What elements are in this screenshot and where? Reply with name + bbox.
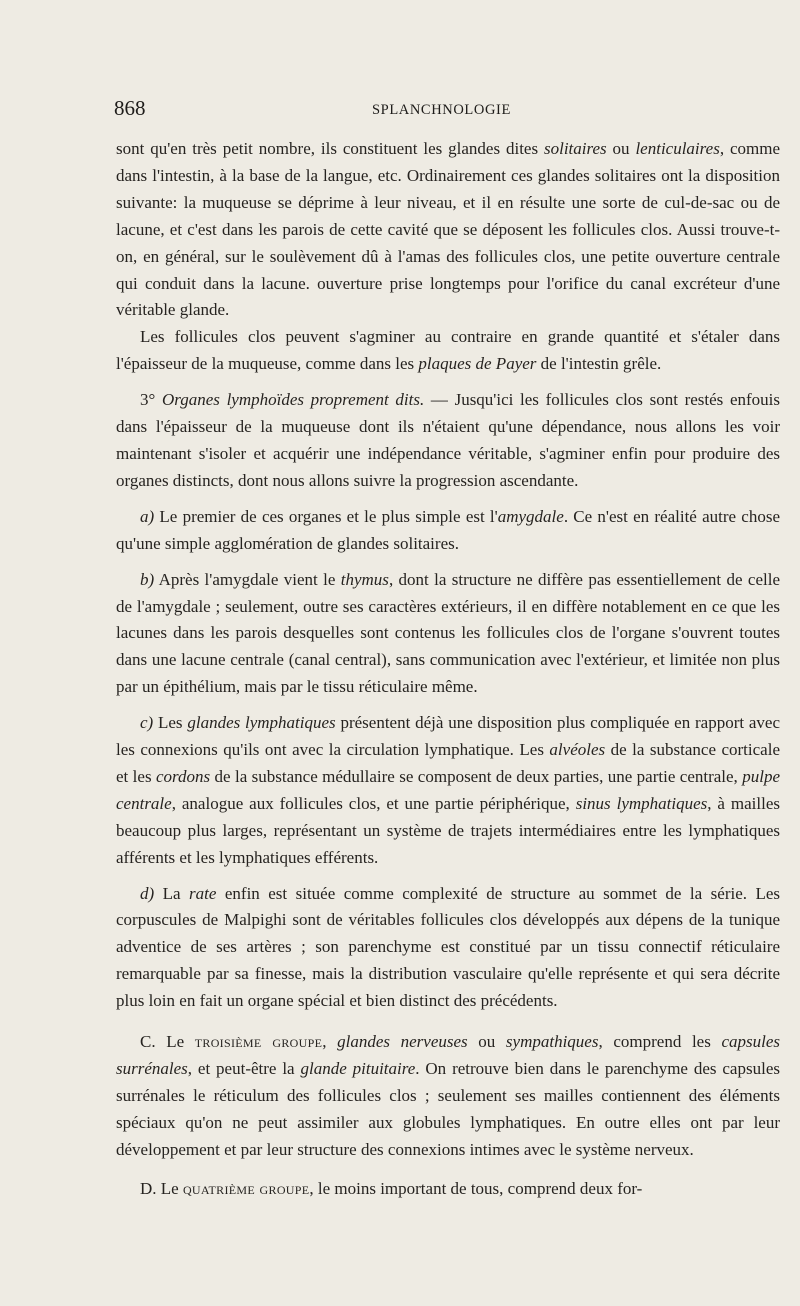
item-label-a: a) [140, 506, 155, 526]
paragraph-5: b) Après l'amygdale vient le thymus, dont la structure ne diffère pas essentiellement de celle de l'amygdale ; seulement, outre ses caractères extérieurs, il en diffère notablement en ce que les lacunes dans les parois desquelles sont contenus les follicules clos de l'organe s'ouvrent toutes dans une lacune centrale (canal central), sans communication avec l'extérieur, et limitée non plus par un épithélium, mais par le tissu réticulaire même. [116, 569, 781, 697]
paragraph-8: C. Le troisième groupe, glandes nerveuses ou sympathiques, comprend les capsules surrénales, et peut-être la glande pituitaire. On retrouve bien dans le parenchyme des capsules surrénales le réticulum des follicules clos ; seulement ses mailles contiennent des éléments spéciaux qu'on ne peut assimiler aux globules lymphatiques. En outre elles ont par leur développement et par leur structure des connexions intimes avec le système nerveux. [116, 1032, 781, 1159]
term-glandes-lymphatiques: glandes lymphatiques [187, 713, 336, 733]
item-label-b: b) [140, 569, 155, 589]
term-plaques-de-payer: plaques de Payer [418, 354, 537, 374]
paragraph-4: a) Le premier de ces organes et le plus simple est l'amygdale. Ce n'est en réalité autre chose qu'une simple agglomération de glandes solitaires. [116, 506, 780, 553]
term-solitaires: solitaires [543, 139, 607, 158]
group-label-quatrieme: quatrième groupe [182, 1178, 310, 1198]
running-title: SPLANCHNOLOGIE [372, 102, 511, 118]
section-heading-organes-lymphoides: Organes lymphoïdes proprement dits. [161, 390, 425, 410]
term-cordons: cordons [155, 766, 211, 786]
term-lenticulaires: lenticulaires [635, 139, 720, 158]
page-header [114, 96, 784, 124]
paragraph-6: c) Les glandes lymphatiques présentent déjà une disposition plus compliquée en rapport avec les connexions qu'ils ont avec la circulation lymphatique. Les alvéoles de la substance corticale et les cordons de la substance médullaire se composent de deux parties, une partie centrale, pulpe centrale, analogue aux follicules clos, et une partie périphérique, sinus lymphatiques, à mailles beaucoup plus larges, représentant un système de trajets intermédiaires entre les lymphatiques afférents et les lymphatiques efférents. [116, 713, 780, 867]
term-pulpe-centrale: pulpe centrale [116, 766, 780, 813]
item-label-c: c) [140, 713, 154, 733]
page-number: 868 [114, 96, 146, 120]
paragraph-9: D. Le quatrième groupe, le moins important de tous, comprend deux for- [140, 1178, 643, 1198]
term-thymus: thymus [340, 569, 389, 589]
body-text [116, 136, 780, 1203]
term-amygdale: amygdale [497, 506, 564, 526]
term-sinus-lymphatiques: sinus lymphatiques [575, 793, 708, 813]
paragraph-2: Les follicules clos peuvent s'agminer au contraire en grande quantité et s'étaler dans l'épaisseur de la muqueuse, comme dans les plaques de Payer de l'intestin grêle. [116, 327, 780, 374]
paragraph-3: 3° Organes lymphoïdes proprement dits. — Jusqu'ici les follicules clos sont restés enfouis dans l'épaisseur de la muqueuse dont ils n'étaient qu'une dépendance, nous allons les voir maintenant s'isoler et acquérir une indépendance véritable, s'agminer enfin pour produire des organes distincts, dont nous allons suivre la progression ascendante. [116, 390, 781, 490]
group-label-troisieme: troisième groupe [194, 1032, 323, 1052]
paragraph-1: sont qu'en très petit nombre, ils constituent les glandes dites solitaires ou lenticulaires, comme dans l'intestin, à la base de la langue, etc. Ordinairement ces glandes solitaires ont la disposition suivante: la muqueuse se déprime à leur niveau, et il en résulte une sorte de cul-de-sac ou de lacune, et c'est dans les parois de cette cavité que se déposent les follicules clos. Aussi trouve-t-on, en général, sur le soulèvement dû à l'amas des follicules clos, une petite ouverture centrale qui conduit dans la lacune. ouverture prise longtemps pour l'orifice du canal excréteur d'une véritable glande. [116, 139, 780, 320]
item-label-d: d) [140, 883, 155, 903]
term-rate: rate [189, 883, 217, 903]
term-alveoles: alvéoles [549, 740, 606, 760]
term-capsules-surrenales: capsules surrénales [116, 1032, 781, 1078]
term-glandes-nerveuses: glandes nerveuses [337, 1032, 468, 1052]
term-glande-pituitaire: glande pituitaire [300, 1059, 416, 1078]
term-sympathiques: sympathiques [505, 1032, 599, 1052]
paragraph-7: d) La rate enfin est située comme complexité de structure au sommet de la série. Les corpuscules de Malpighi sont de véritables follicules clos développés aux dépens de la tunique adventice de ses artères ; son parenchyme est constitué par un tissu connectif réticulaire remarquable par sa finesse, mais la distribution vasculaire qu'elle représente et qui sera décrite plus loin en fait un organe spécial et bien distinct des précédents. [116, 883, 780, 1011]
